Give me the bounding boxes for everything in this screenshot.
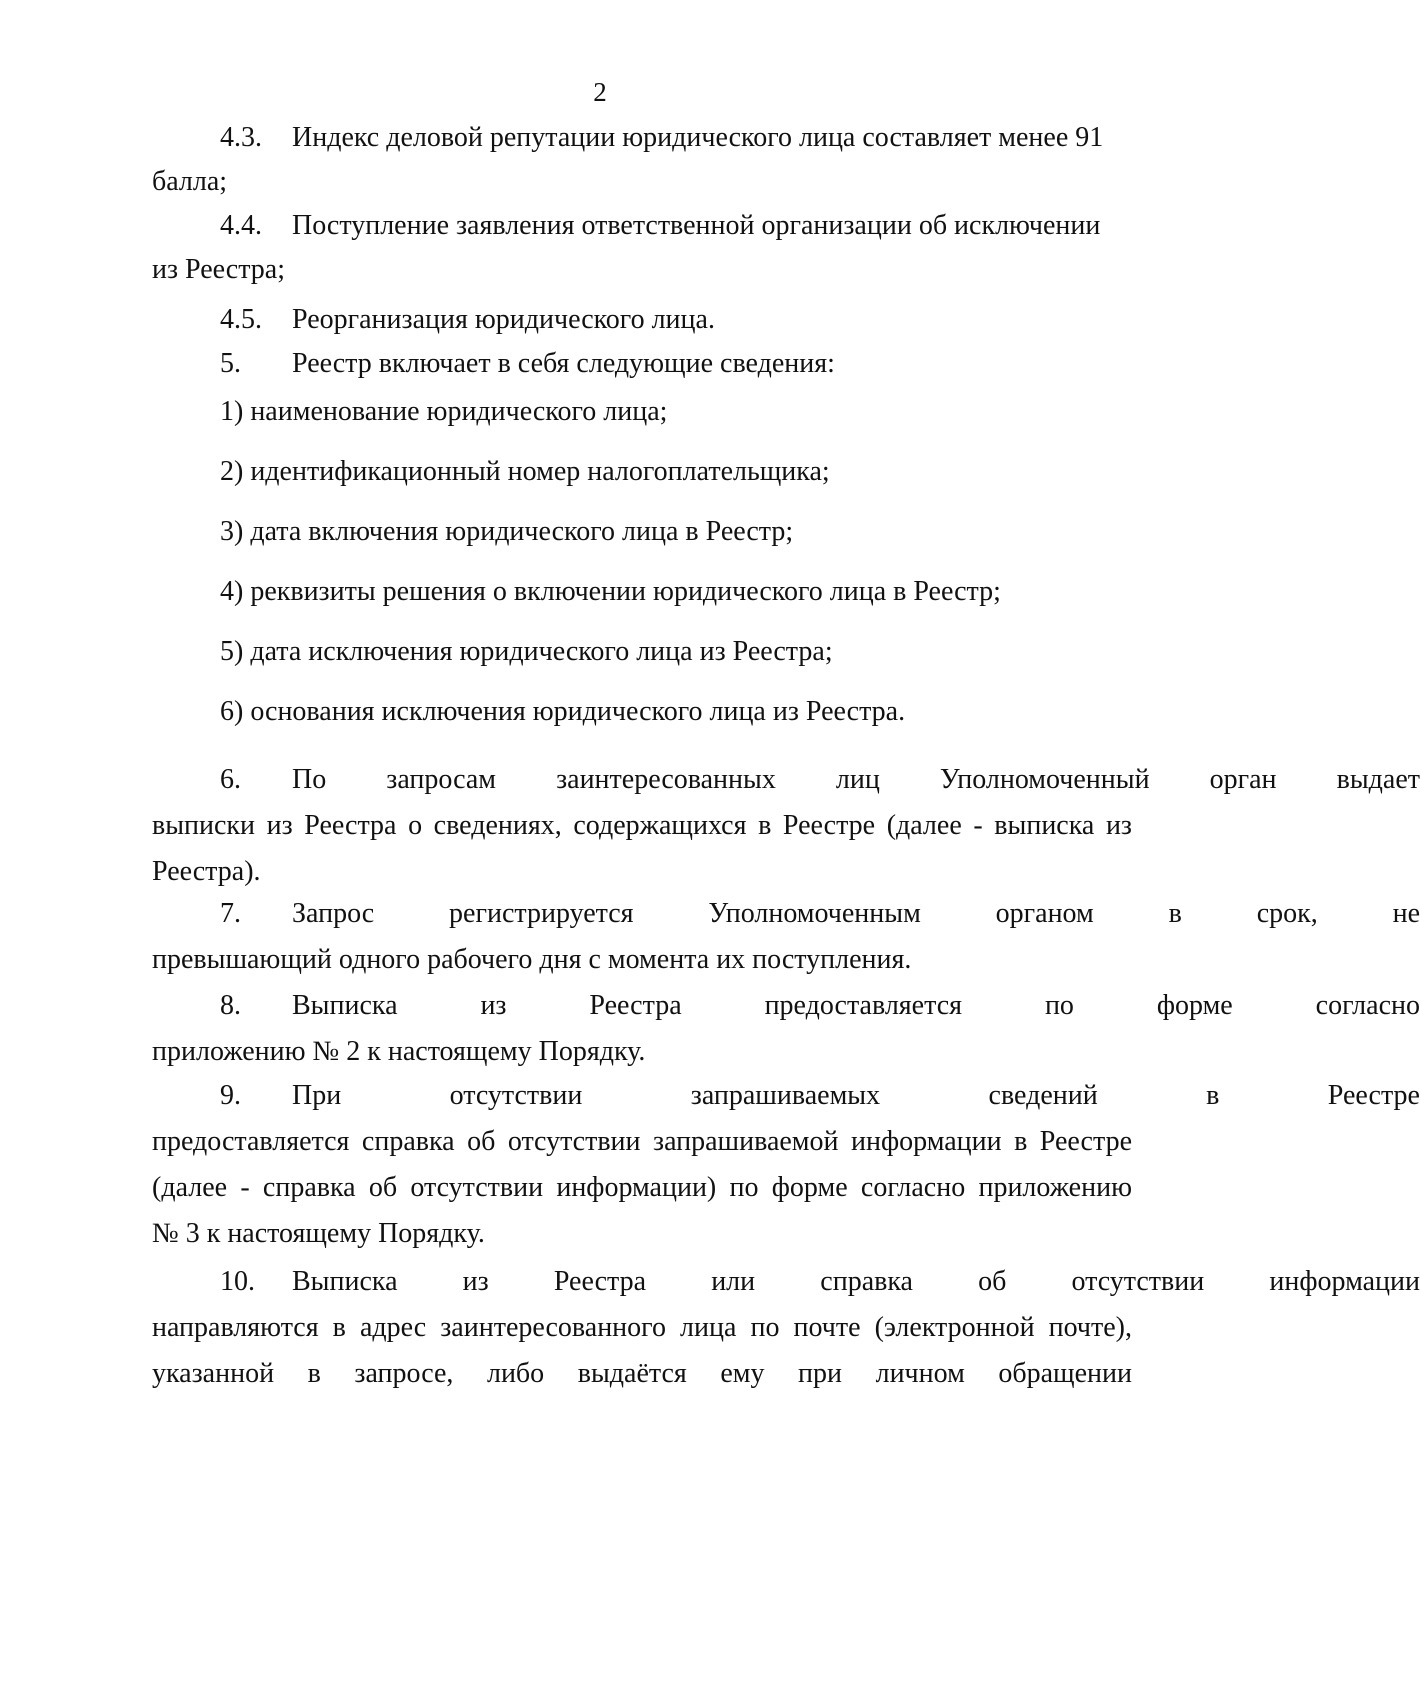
item-7-line-1 [220, 894, 1420, 934]
item-text: Реорганизация юридического лица. [292, 304, 715, 335]
item-5 [220, 344, 1420, 384]
item-text: Реестр включает в себя следующие сведения: [292, 348, 835, 379]
item-text: Выписка из Реестра или справка об отсутствии информации [292, 1266, 1420, 1297]
item-6-line-3: Реестра). [152, 856, 261, 887]
item-text: Поступление заявления ответственной организации об исключении [292, 210, 1101, 241]
item-number: 5. [220, 348, 241, 379]
item-4-3-line-2: балла; [152, 166, 228, 197]
list-item: 1) наименование юридического лица; [220, 396, 668, 427]
item-9-line-1 [220, 1076, 1420, 1116]
item-4-5 [220, 300, 1420, 340]
list-item: 6) основания исключения юридического лица из Реестра. [220, 696, 906, 727]
list-item: 5) дата исключения юридического лица из Реестра; [220, 636, 833, 667]
item-4-4-line-1 [220, 206, 1420, 246]
list-item: 2) идентификационный номер налогоплательщика; [220, 456, 830, 487]
item-8-line-1 [220, 986, 1420, 1026]
item-6-line-2: выписки из Реестра о сведениях, содержащихся в Реестре (далее - выписка из [152, 810, 1132, 841]
item-10-line-2: направляются в адрес заинтересованного лица по почте (электронной почте), [152, 1312, 1132, 1343]
item-number: 10. [220, 1266, 255, 1297]
item-text: Выписка из Реестра предоставляется по форме согласно [292, 990, 1420, 1021]
item-9-line-3: (далее - справка об отсутствии информации) по форме согласно приложению [152, 1172, 1132, 1203]
item-number: 4.3. [220, 122, 262, 153]
page-number: 2 [593, 77, 607, 107]
item-6-line-1 [220, 760, 1420, 800]
item-number: 8. [220, 990, 241, 1021]
item-text: По запросам заинтересованных лиц Уполномоченный орган выдает [292, 764, 1420, 795]
item-8-line-2: приложению № 2 к настоящему Порядку. [152, 1036, 646, 1067]
item-number: 6. [220, 764, 241, 795]
item-number: 7. [220, 898, 241, 929]
item-7-line-2: превышающий одного рабочего дня с момента их поступления. [152, 944, 912, 975]
item-4-3-line-1 [220, 118, 1420, 158]
item-text: Запрос регистрируется Уполномоченным органом в срок, не [292, 898, 1420, 929]
item-text: При отсутствии запрашиваемых сведений в Реестре [292, 1080, 1420, 1111]
item-number: 4.5. [220, 304, 262, 335]
item-4-4-line-2: из Реестра; [152, 254, 286, 285]
item-10-line-1 [220, 1262, 1420, 1302]
item-number: 9. [220, 1080, 241, 1111]
item-number: 4.4. [220, 210, 262, 241]
list-item: 4) реквизиты решения о включении юридического лица в Реестр; [220, 576, 1001, 607]
item-10-line-3: указанной в запросе, либо выдаётся ему при личном обращении [152, 1358, 1132, 1389]
item-text: Индекс деловой репутации юридического лица составляет менее 91 [292, 122, 1104, 153]
item-9-line-4: № 3 к настоящему Порядку. [152, 1218, 485, 1249]
list-item: 3) дата включения юридического лица в Реестр; [220, 516, 794, 547]
item-9-line-2: предоставляется справка об отсутствии запрашиваемой информации в Реестре [152, 1126, 1132, 1157]
